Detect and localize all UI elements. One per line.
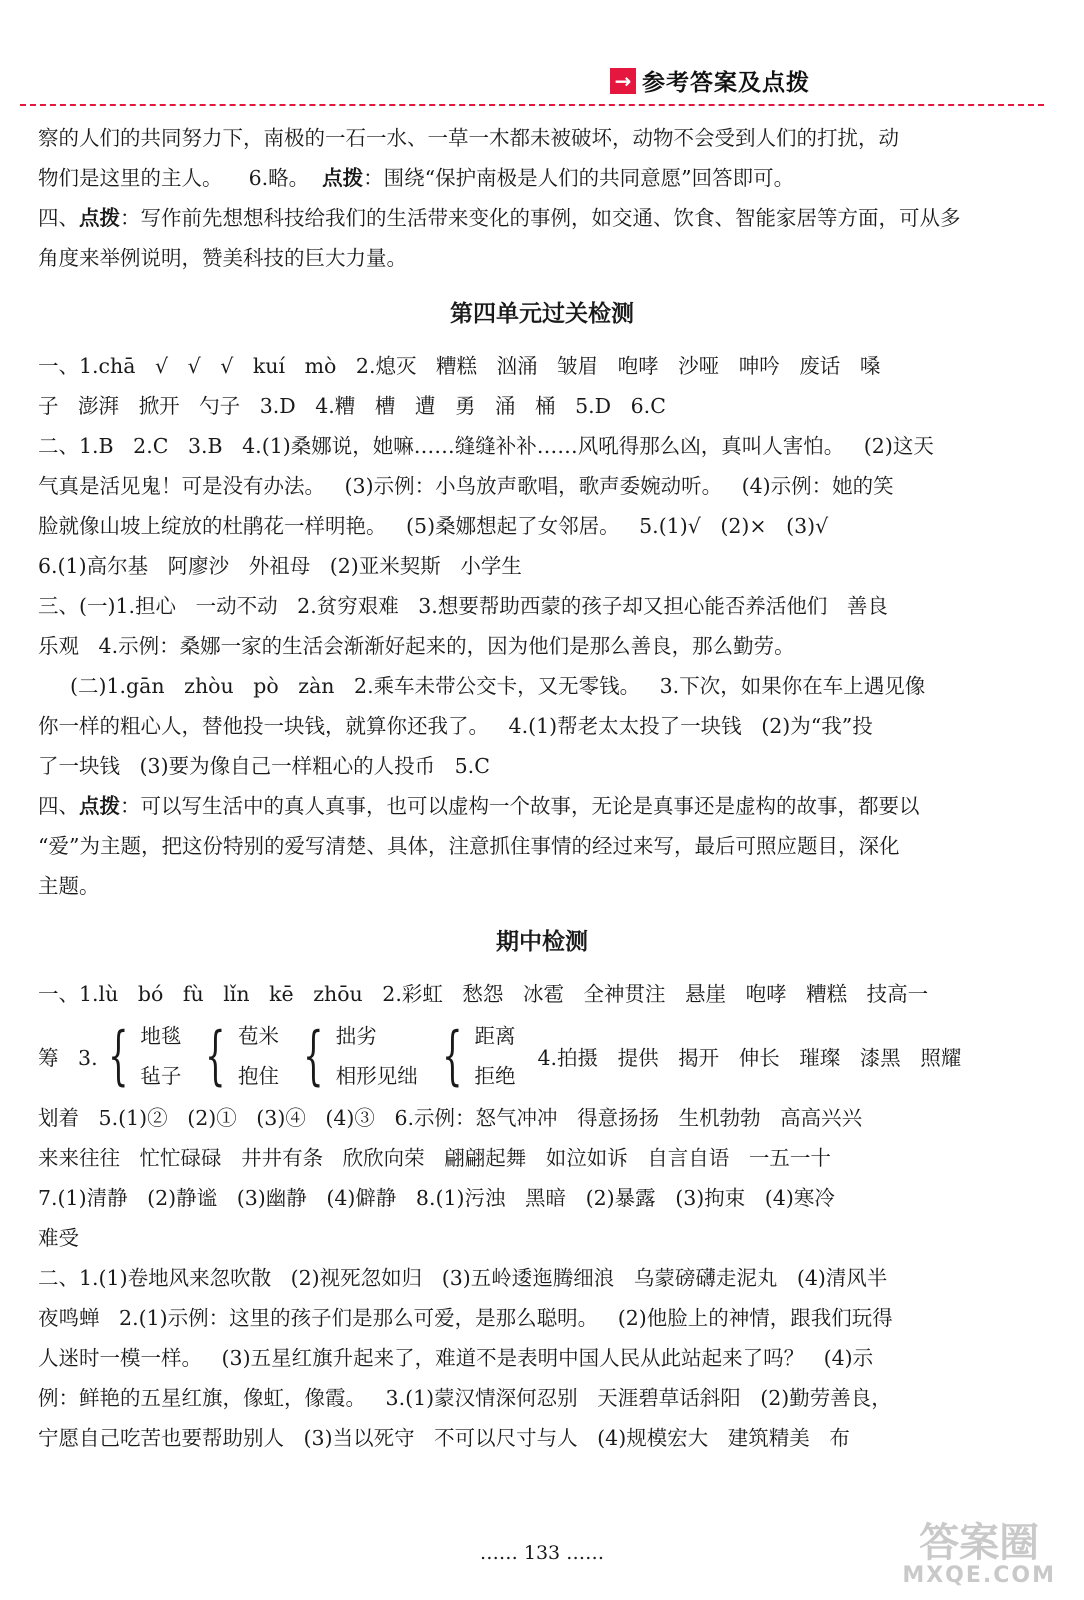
hint-label: 点拨	[322, 166, 364, 190]
brace-icon: {	[303, 1019, 324, 1093]
text-line: 一、1.lù bó fù lǐn kē zhōu 2.彩虹 愁怨 冰雹 全神贯注 悬崖 咆哮 糟糕 技高一	[38, 982, 929, 1006]
brace-icon: {	[441, 1019, 463, 1093]
text-line: “爱”为主题，把这份特别的爱写清楚、具体，注意抓住事情的经过来写，最后可照应题目，深化	[38, 834, 900, 858]
text-line: 四、点拨：可以写生活中的真人真事，也可以虚构一个故事，无论是真事还是虚构的故事，都要以	[38, 794, 920, 818]
text-line: 你一样的粗心人，替他投一块钱，就算你还我了。 4.(1)帮老太太投了一块钱 (2)为“我”投	[38, 714, 873, 738]
answer-content	[38, 118, 1046, 1458]
word-pair-group: { 地毯 毡子	[107, 1019, 182, 1093]
text-line: 子 澎湃 掀开 勺子 3.D 4.糟 槽 遭 勇 涌 桶 5.D 6.C	[38, 394, 666, 418]
text-line: (二)1.gān zhòu pò zàn 2.乘车未带公交卡，又无零钱。 3.下次，如果你在车上遇见像	[70, 674, 926, 698]
text-line: 来来往往 忙忙碌碌 井井有条 欣欣向荣 翩翩起舞 如泣如诉 自言自语 一五一十	[38, 1146, 831, 1170]
brace-icon: {	[205, 1019, 226, 1093]
text-line: 人迷时一模一样。 (3)五星红旗升起来了，难道不是表明中国人民从此站起来了吗？ (4)示	[38, 1346, 874, 1370]
page-header	[0, 60, 1084, 108]
text-line: 6.(1)高尔基 阿廖沙 外祖母 (2)亚米契斯 小学生	[38, 554, 522, 578]
text-line: 二、1.B 2.C 3.B 4.(1)桑娜说，她嘛……缝缝补补……风吼得那么凶，真叫人害怕。 (2)这天	[38, 434, 934, 458]
text-line: 物们是这里的主人。 6.略。 点拨：围绕“保护南极是人们的共同意愿”回答即可。	[38, 166, 795, 190]
text-line: 划着 5.(1)② (2)① (3)④ (4)③ 6.示例：怒气冲冲 得意扬扬 生机勃勃 高高兴兴	[38, 1106, 863, 1130]
text-line: 了一块钱 (3)要为像自己一样粗心的人投币 5.C	[38, 754, 490, 778]
page-number: …… 133 ……	[479, 1542, 605, 1564]
watermark-logo	[902, 1522, 1056, 1588]
text-line: 乐观 4.示例：桑娜一家的生活会渐渐好起来的，因为他们是那么善良，那么勤劳。	[38, 634, 795, 658]
section-heading: 第四单元过关检测	[450, 300, 634, 327]
brace-icon: {	[107, 1019, 129, 1093]
hint-label: 点拨	[79, 794, 120, 818]
text-line: 脸就像山坡上绽放的杜鹃花一样明艳。 (5)桑娜想起了女邻居。 5.(1)√ (2)× (3)√	[38, 514, 829, 538]
text-line: 察的人们的共同努力下，南极的一石一水、一草一木都未被破坏，动物不会受到人们的打扰，动	[38, 126, 899, 150]
text-line: 一、1.chā √ √ √ kuí mò 2.熄灭 糟糕 汹涌 皱眉 咆哮 沙哑 呻吟 废话 嗓	[38, 354, 881, 378]
text-line: 三、(一)1.担心 一动不动 2.贫穷艰难 3.想要帮助西蒙的孩子却又担心能否养活他们 善良	[38, 594, 888, 618]
text-line: 主题。	[38, 874, 100, 898]
text-line: 例：鲜艳的五星红旗，像虹，像霞。 3.(1)蒙汉情深何忍别 天涯碧草话斜阳 (2)勤劳善良，	[38, 1386, 892, 1410]
text-line: 宁愿自己吃苦也要帮助别人 (3)当以死守 不可以尺寸与人 (4)规模宏大 建筑精美 布	[38, 1426, 850, 1450]
section-heading: 期中检测	[496, 928, 588, 955]
header-title: 参考答案及点拨	[642, 70, 810, 96]
text-line: 7.(1)清静 (2)静谧 (3)幽静 (4)僻静 8.(1)污浊 黑暗 (2)暴露 (3)拘束 (4)寒冷	[38, 1186, 835, 1210]
word-pair-group: { 苞米 抱住	[205, 1019, 280, 1093]
arrow-icon: →	[610, 68, 636, 94]
brace-answer-row: 筹 3. { 地毯 毡子 { 苞米 抱住 { 拙劣 相形见绌 { 距离 拒绝 4.拍摄 提供 揭开 伸长 璀璨 漆黑 照耀	[38, 1014, 1046, 1098]
word-pair-group: { 拙劣 相形见绌	[303, 1019, 418, 1093]
text-line: 二、1.(1)卷地风来忽吹散 (2)视死忽如归 (3)五岭逶迤腾细浪 乌蒙磅礴走泥丸 (4)清风半	[38, 1266, 888, 1290]
watermark-url: MXQE.COM	[902, 1563, 1056, 1588]
hint-label: 点拨	[79, 206, 120, 230]
text-line: 角度来举例说明，赞美科技的巨大力量。	[38, 246, 407, 270]
watermark-text: 答案圈	[919, 1520, 1040, 1566]
text-line: 难受	[38, 1226, 79, 1250]
text-line: 四、点拨：写作前先想想科技给我们的生活带来变化的事例，如交通、饮食、智能家居等方面，可从多	[38, 206, 961, 230]
text-line: 夜鸣蝉 2.(1)示例：这里的孩子们是那么可爱，是那么聪明。 (2)他脸上的神情，跟我们玩得	[38, 1306, 893, 1330]
word-pair-group: { 距离 拒绝	[441, 1019, 516, 1093]
text-line: 气真是活见鬼！可是没有办法。 (3)示例：小鸟放声歌唱，歌声委婉动听。 (4)示例：她的笑	[38, 474, 894, 498]
header-divider	[20, 104, 1044, 106]
